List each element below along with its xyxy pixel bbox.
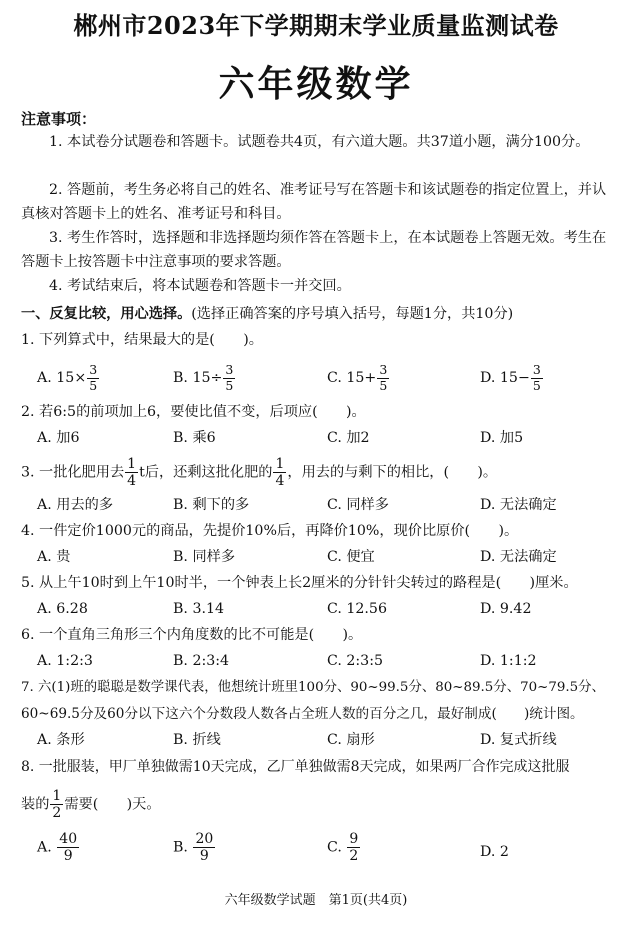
question-2-option-b: B. 乘6 [173, 430, 216, 446]
option-prefix: B. [173, 839, 188, 856]
question-4-option-a: A. 贵 [37, 549, 71, 565]
fraction-numerator: 3 [532, 362, 541, 377]
option-prefix: C. 15+ [327, 370, 377, 386]
note-text-4: 4. 考试结束后，将本试题卷和答题卡一并交回。 [49, 278, 351, 294]
question-3-option-b: B. 剩下的多 [173, 497, 250, 513]
question-1-option-a [37, 364, 100, 392]
fraction [347, 832, 360, 863]
question-7-option-a: A. 条形 [37, 732, 85, 748]
stem-part: 3. 一批化肥用去 [21, 464, 125, 481]
question-6-option-a: A. 1:2:3 [37, 653, 93, 669]
fraction-denominator: 9 [199, 848, 209, 864]
question-3-option-c: C. 同样多 [327, 497, 389, 513]
option-prefix: A. [37, 839, 52, 856]
question-2-option-c: C. 加2 [327, 430, 370, 446]
fraction-denominator: 4 [275, 473, 285, 489]
question-7-stem-line-2: 60~69.5分及60分以下这六个分数段人数各占全班人数的百分之几，最好制成( )统计图。 [21, 706, 584, 722]
question-1-option-d [480, 364, 544, 392]
fraction-numerator: 40 [59, 831, 78, 847]
section-1-heading [21, 303, 513, 323]
note-item-2 [21, 178, 613, 226]
question-6-option-d: D. 1:1:2 [480, 653, 537, 669]
fraction-denominator: 5 [89, 377, 98, 393]
question-8-option-d: D. 2 [480, 844, 509, 860]
fraction [377, 364, 389, 392]
fraction-denominator: 2 [349, 848, 359, 864]
fraction-numerator: 1 [52, 788, 62, 804]
question-3-stem [21, 457, 497, 488]
question-6-option-b: B. 2:3:4 [173, 653, 230, 669]
section-instructions: (选择正确答案的序号填入括号，每题1分，共10分) [191, 306, 514, 322]
fraction [273, 457, 286, 488]
fraction [57, 832, 79, 863]
question-8-stem-line-2 [21, 789, 161, 820]
fraction-denominator: 5 [225, 377, 234, 393]
question-1-option-b [173, 364, 236, 392]
note-item-1 [21, 130, 613, 154]
question-7-option-d: D. 复式折线 [480, 732, 557, 748]
note-item-3 [21, 226, 613, 274]
page-footer: 六年级数学试题 第1页(共4页) [224, 893, 408, 908]
question-1-stem: 1. 下列算式中，结果最大的是( )。 [21, 332, 263, 348]
fraction-numerator: 3 [225, 362, 234, 377]
question-5-option-a: A. 6.28 [37, 601, 88, 617]
fraction [531, 364, 543, 392]
question-8-option-c [327, 832, 361, 863]
question-2-stem: 2. 若6:5的前项加上6，要使比值不变，后项应( )。 [21, 404, 366, 420]
question-2-option-d: D. 加5 [480, 430, 524, 446]
question-8-stem-line-1: 8. 一批服装，甲厂单独做需10天完成，乙厂单独做需8天完成，如果两厂合作完成这批服 [21, 759, 570, 775]
question-2-option-a: A. 加6 [37, 430, 80, 446]
question-5-stem: 5. 从上午10时到上午10时半，一个钟表上长2厘米的分针针尖转过的路程是( )厘米。 [21, 575, 578, 591]
fraction-denominator: 5 [532, 377, 541, 393]
question-7-option-b: B. 折线 [173, 732, 221, 748]
option-prefix: D. 15− [480, 370, 530, 386]
question-4-option-b: B. 同样多 [173, 549, 236, 565]
fraction-denominator: 2 [52, 805, 62, 821]
question-6-stem: 6. 一个直角三角形三个内角度数的比不可能是( )。 [21, 627, 363, 643]
fraction-denominator: 4 [127, 473, 137, 489]
option-prefix: B. 15÷ [173, 370, 223, 386]
exam-title: 郴州市2023年下学期期末学业质量监测试卷 [73, 11, 559, 40]
fraction [193, 832, 215, 863]
note-text-1: 1. 本试卷分试题卷和答题卡。试题卷共4页，有六道大题。共37道小题，满分100分。 [49, 134, 590, 150]
section-label: 一、反复比较，用心选择。 [21, 306, 192, 322]
fraction-numerator: 20 [195, 831, 214, 847]
fraction-numerator: 3 [379, 362, 388, 377]
stem-part: ，用去的与剩下的相比，( )。 [287, 464, 498, 481]
question-5-option-c: C. 12.56 [327, 601, 387, 617]
note-text-3: 3. 考生作答时，选择题和非选择题均须作答在答题卡上，在本试题卷上答题无效。考生在答题卡上按答题卡中注意事项的要求答题。 [21, 230, 607, 270]
note-item-4 [21, 274, 613, 298]
question-5-option-d: D. 9.42 [480, 601, 532, 617]
question-1-option-c [327, 364, 390, 392]
question-4-option-c: C. 便宜 [327, 549, 375, 565]
stem-part: t后，还剩这批化肥的 [139, 464, 273, 481]
question-5-option-b: B. 3.14 [173, 601, 225, 617]
fraction-denominator: 9 [63, 848, 73, 864]
stem-part: 装的 [21, 796, 50, 813]
stem-part: 需要( )天。 [64, 796, 161, 813]
question-7-option-c: C. 扇形 [327, 732, 375, 748]
option-prefix: C. [327, 839, 342, 856]
fraction-denominator: 5 [379, 377, 388, 393]
question-4-stem: 4. 一件定价1000元的商品，先提价10%后，再降价10%，现价比原价( )。 [21, 523, 519, 539]
fraction [223, 364, 235, 392]
question-6-option-c: C. 2:3:5 [327, 653, 384, 669]
fraction-numerator: 9 [349, 831, 359, 847]
question-8-option-b [173, 832, 216, 863]
notes-heading: 注意事项： [21, 110, 97, 128]
question-3-option-a: A. 用去的多 [37, 497, 114, 513]
fraction-numerator: 3 [89, 362, 98, 377]
exam-subject: 六年级数学 [218, 63, 414, 105]
fraction [125, 457, 138, 488]
note-text-2: 2. 答题前，考生务必将自己的姓名、准考证号写在答题卡和该试题卷的指定位置上，并认真核对答题卡上的姓名、准考证号和科目。 [21, 182, 607, 222]
question-8-option-a [37, 832, 80, 863]
option-prefix: A. 15× [37, 370, 87, 386]
fraction-numerator: 1 [127, 456, 137, 472]
question-3-option-d: D. 无法确定 [480, 497, 557, 513]
fraction [50, 789, 63, 820]
fraction-numerator: 1 [275, 456, 285, 472]
question-4-option-d: D. 无法确定 [480, 549, 557, 565]
question-7-stem-line-1: 7. 六(1)班的聪聪是数学课代表，他想统计班里100分、90~99.5分、80~89.5分、70~79.5分、 [21, 680, 605, 695]
fraction [87, 364, 99, 392]
